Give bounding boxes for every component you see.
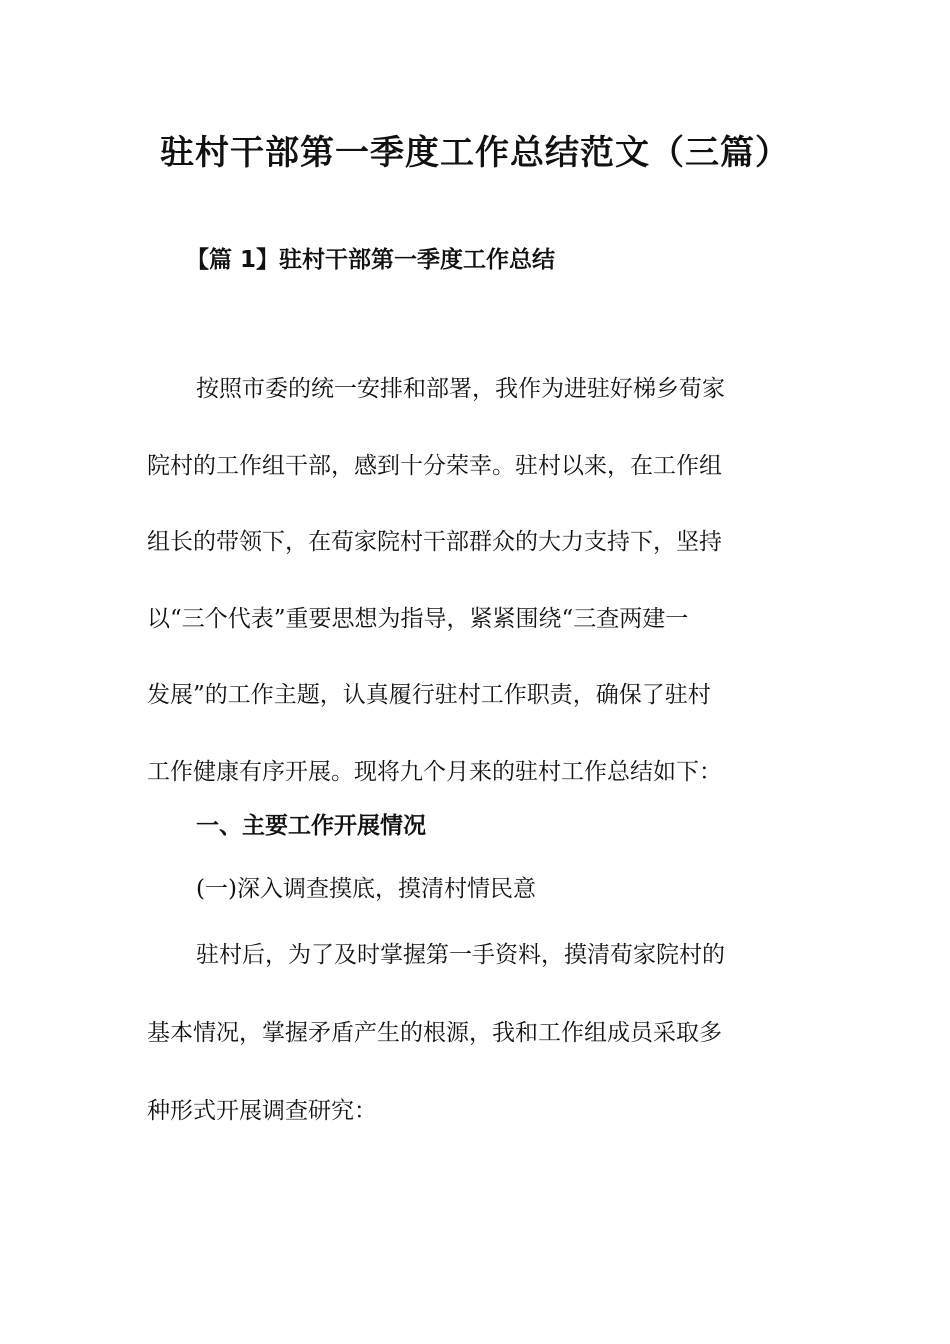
paragraph-line: 工作健康有序开展。现将九个月来的驻村工作总结如下： <box>147 758 722 785</box>
document-title: 驻村干部第一季度工作总结范文（三篇） <box>160 133 790 173</box>
paragraph-line: 以“三个代表”重要思想为指导，紧紧围绕“三查两建一 <box>147 605 689 632</box>
paragraph-line: 组长的带领下，在荀家院村干部群众的大力支持下，坚持 <box>147 529 722 555</box>
paragraph-line: 按照市委的统一安排和部署，我作为进驻好梯乡荀家 <box>196 376 725 402</box>
body-paragraph-1 <box>147 364 787 823</box>
paragraph-line: 发展”的工作主题，认真履行驻村工作职责，确保了驻村 <box>147 682 711 708</box>
paragraph-line: 院村的工作组干部，感到十分荣幸。驻村以来，在工作组 <box>147 452 722 479</box>
section-heading: 【篇 1】驻村干部第一季度工作总结 <box>186 247 556 273</box>
paragraph-line: 驻村后，为了及时掌握第一手资料，摸清荀家院村的 <box>196 942 725 968</box>
body-paragraph-2 <box>147 930 787 1164</box>
paragraph-line: 基本情况，掌握矛盾产生的根源，我和工作组成员采取多 <box>147 1020 722 1046</box>
heading-investigation: (一)深入调查摸底，摸清村情民意 <box>196 876 536 902</box>
heading-main-work: 一、主要工作开展情况 <box>196 813 426 839</box>
paragraph-line: 种形式开展调查研究： <box>147 1098 377 1124</box>
